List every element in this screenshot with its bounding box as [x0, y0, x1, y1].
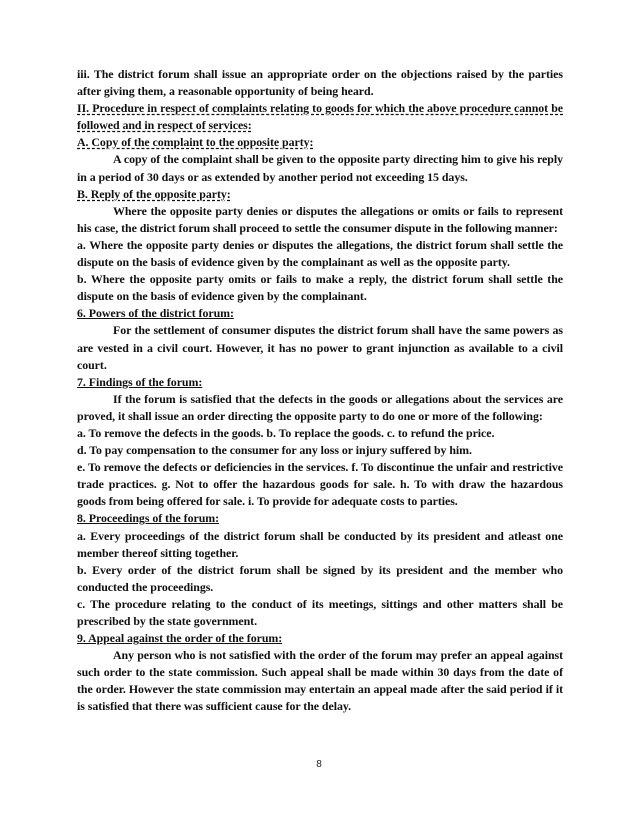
findings-list-item: e. To remove the defects or deficiencies in the services. f. To discontinue the unfair and restrictive trade practices. g. Not to offer the hazardous goods for sale. h. To with draw the hazardous goods from being offered for sale. i. To provide for adequate costs to parties. [77, 460, 563, 509]
proceedings-heading: 8. Proceedings of the forum: [77, 511, 220, 526]
findings-list-item: d. To pay compensation to the consumer for any loss or injury suffered by him. [77, 443, 472, 458]
page-number: 8 [316, 759, 322, 770]
proceedings-list-item: b. Every order of the district forum shall be signed by its president and the member who conducted the proceedings. [77, 562, 563, 594]
proceedings-list-item: a. Every proceedings of the district forum shall be conducted by its president and atleast one member thereof sitting together. [77, 528, 563, 560]
copy-of-complaint-heading: A. Copy of the complaint to the opposite party: [77, 135, 314, 150]
omission-settlement-paragraph: b. Where the opposite party omits or fails to make a reply, the district forum shall settle the dispute on the basis of evidence given by the complainant. [77, 272, 563, 304]
powers-heading: 6. Powers of the district forum: [77, 306, 234, 321]
proceedings-list-item: c. The procedure relating to the conduct of its meetings, sittings and other matters shall be prescribed by the state government. [77, 596, 563, 628]
reply-of-opposite-party-paragraph: Where the opposite party denies or disputes the allegations or omits or fails to represent his case, the district forum shall proceed to settle the consumer dispute in the following manner: [77, 203, 563, 235]
section-ii-heading: II. Procedure in respect of complaints relating to goods for which the above procedure cannot be followed and in respect of services: [77, 101, 563, 133]
findings-heading: 7. Findings of the forum: [77, 374, 203, 389]
denial-settlement-paragraph: a. Where the opposite party denies or disputes the allegations, the district forum shall settle the dispute on the basis of evidence given by the complainant as well as the opposite party. [77, 237, 563, 270]
reply-of-opposite-party-heading: B. Reply of the opposite party: [77, 186, 231, 201]
objection-order-paragraph: iii. The district forum shall issue an appropriate order on the objections raised by the parties after giving them, a reasonable opportunity of being heard. [77, 67, 563, 99]
appeal-paragraph: Any person who is not satisfied with the order of the forum may prefer an appeal against such order to the state commission. Such appeal shall be made within 30 days from the date of the order. However the state commission may entertain an appeal made after the said period if it is satisfied that there was sufficient cause for the delay. [77, 648, 563, 714]
findings-list-item: a. To remove the defects in the goods. b. To replace the goods. c. to refund the price. [77, 425, 495, 440]
findings-paragraph: If the forum is satisfied that the defects in the goods or allegations about the services are proved, it shall issue an order directing the opposite party to do one or more of the following: [77, 391, 563, 423]
powers-paragraph: For the settlement of consumer disputes the district forum shall have the same powers as are vested in a civil court. However, it has no power to grant injunction as available to a civil court. [77, 323, 563, 372]
copy-of-complaint-paragraph: A copy of the complaint shall be given to the opposite party directing him to give his reply in a period of 30 days or as extended by another period not exceeding 15 days. [77, 152, 563, 184]
appeal-heading: 9. Appeal against the order of the forum: [77, 631, 283, 646]
document-body [77, 66, 563, 716]
